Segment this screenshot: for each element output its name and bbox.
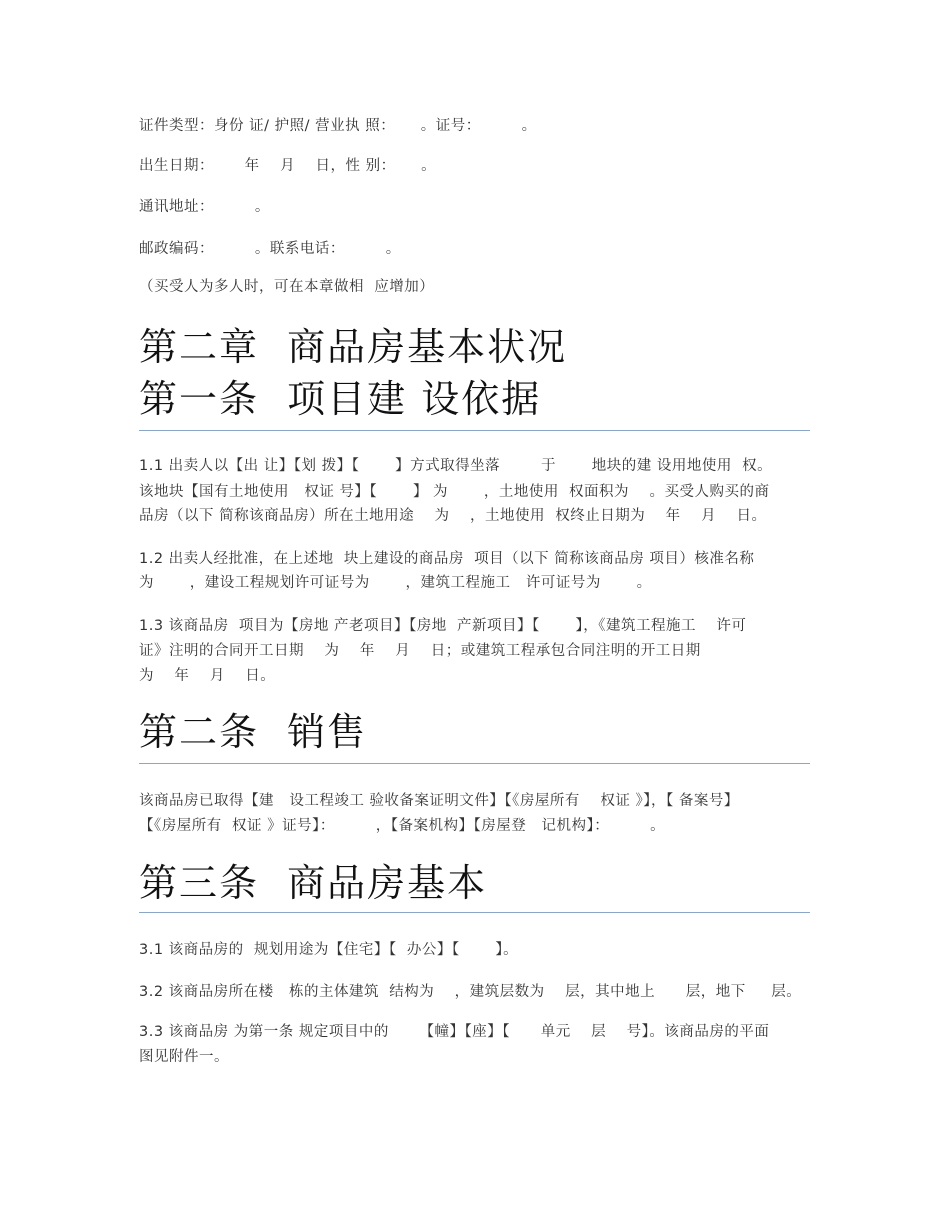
paragraph-line: 该商品房已取得【建 设工程竣工 验收备案证明文件】【《房屋所有 权证 》】，【 备案号】: [139, 793, 739, 809]
article2-title: 第二条 销售: [139, 710, 368, 754]
paragraph-line: 3.3 该商品房 为第一条 规定项目中的 【幢】【座】【 单元 层 号】。该商品房的平面: [139, 1024, 770, 1040]
chapter-title: 第二章 商品房基本状况: [139, 325, 568, 369]
article1-title: 第一条 项目建 设依据: [139, 377, 542, 421]
paragraph-line: 该地块【国有土地使用 权证 号】【 】 为 ，土地使用 权面积为 。买受人购买的商: [139, 484, 770, 500]
section-divider: [139, 430, 810, 431]
paragraph-line: 3.2 该商品房所在楼 栋的主体建筑 结构为 ，建筑层数为 层，其中地上 层，地下 层。: [139, 984, 802, 1000]
paragraph-line: 图见附件一。: [139, 1049, 229, 1065]
address-line: 通讯地址： 。: [139, 199, 270, 215]
paragraph-line: 3.1 该商品房的 规划用途为【住宅】【 办公】【 】。: [139, 942, 519, 958]
paragraph-line: 证》注明的合同开工日期 为 年 月 日；或建筑工程承包合同注明的开工日期: [139, 643, 701, 659]
section-divider: [139, 912, 810, 913]
paragraph-line: 品房（以下 简称该商品房）所在土地用途 为 ，土地使用 权终止日期为 年 月 日。: [139, 508, 767, 524]
section-divider: [139, 763, 810, 764]
id-type-line: 证件类型：身份 证/ 护照/ 营业执 照： 。证号： 。: [139, 118, 537, 134]
paragraph-line: 1.2 出卖人经批准，在上述地 块上建设的商品房 项目（以下 简称该商品房 项目）核准名称: [139, 551, 755, 567]
paragraph-line: 为 年 月 日。: [139, 668, 276, 684]
paragraph-line: 【《房屋所有 权证 》证号】： ，【备案机构】【房屋登 记机构】： 。: [139, 818, 666, 834]
birth-date-line: 出生日期： 年 月 日，性 别： 。: [139, 158, 437, 174]
paragraph-line: 1.3 该商品房 项目为【房地 产老项目】【房地 产新项目】【 】，《建筑工程施工 许可: [139, 618, 747, 634]
paragraph-line: 1.1 出卖人以【出 让】【划 拨】【 】方式取得坐落 于 地块的建 设用地使用 权。: [139, 458, 773, 474]
paragraph-line: 为 ，建设工程规划许可证号为 ，建筑工程施工 许可证号为 。: [139, 575, 652, 591]
contact-line: 邮政编码： 。联系电话： 。: [139, 241, 401, 257]
article3-title: 第三条 商品房基本: [139, 861, 488, 905]
multiple-buyers-note: （买受人为多人时，可在本章做相 应增加）: [139, 279, 435, 295]
